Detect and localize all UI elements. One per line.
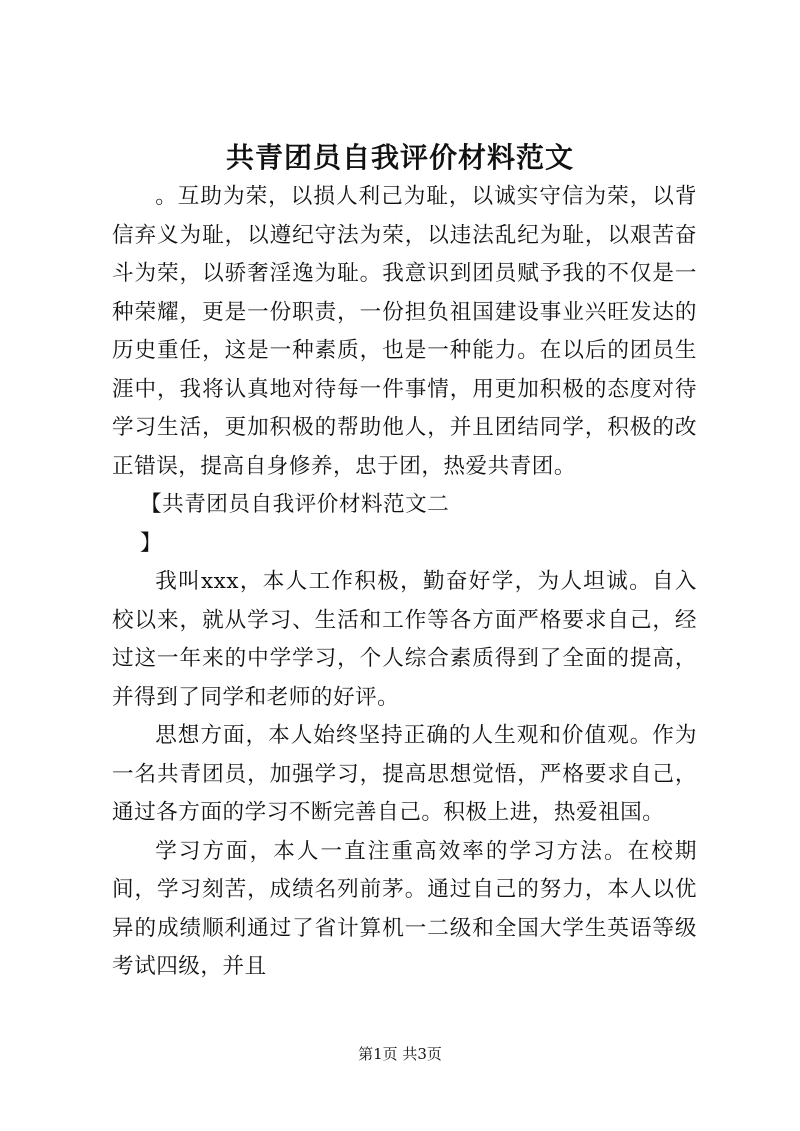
document-title: 共青团员自我评价材料范文 (225, 141, 574, 174)
section-heading-line-1: 【共青团员自我评价材料范文二 (140, 492, 450, 517)
page-footer: 第1页 共3页 (358, 1045, 442, 1063)
paragraph-2: 我叫xxx，本人工作积极，勤奋好学，为人坦诚。自入校以来，就从学习、生活和工作等各方面严格要求自己，经过这一年来的中学学习，个人综合素质得到了全面的提高，并得到了同学和老师的好评。 (112, 569, 697, 710)
paragraph-4: 学习方面，本人一直注重高效率的学习方法。在校期间，学习刻苦，成绩名列前茅。通过自己的努力，本人以优异的成绩顺利通过了省计算机一二级和全国大学生英语等级考试四级，并且 (112, 838, 697, 979)
paragraph-3: 思想方面，本人始终坚持正确的人生观和价值观。作为一名共青团员，加强学习，提高思想觉悟，严格要求自己，通过各方面的学习不断完善自己。积极上进，热爱祖国。 (112, 723, 697, 825)
document-body (112, 178, 697, 987)
section-heading-line-2: 】 (140, 530, 163, 556)
paragraph-1: 。互助为荣，以损人利己为耻，以诚实守信为荣，以背信弃义为耻，以遵纪守法为荣，以违法乱纪为耻，以艰苦奋斗为荣，以骄奢淫逸为耻。我意识到团员赋予我的不仅是一种荣耀，更是一份职责，一份担负祖国建设事业兴旺发达的历史重任，这是一种素质，也是一种能力。在以后的团员生涯中，我将认真地对待每一件事情，用更加积极的态度对待学习生活，更加积极的帮助他人，并且团结同学，积极的改正错误，提高自身修养，忠于团，热爱共青团。 (112, 184, 697, 479)
